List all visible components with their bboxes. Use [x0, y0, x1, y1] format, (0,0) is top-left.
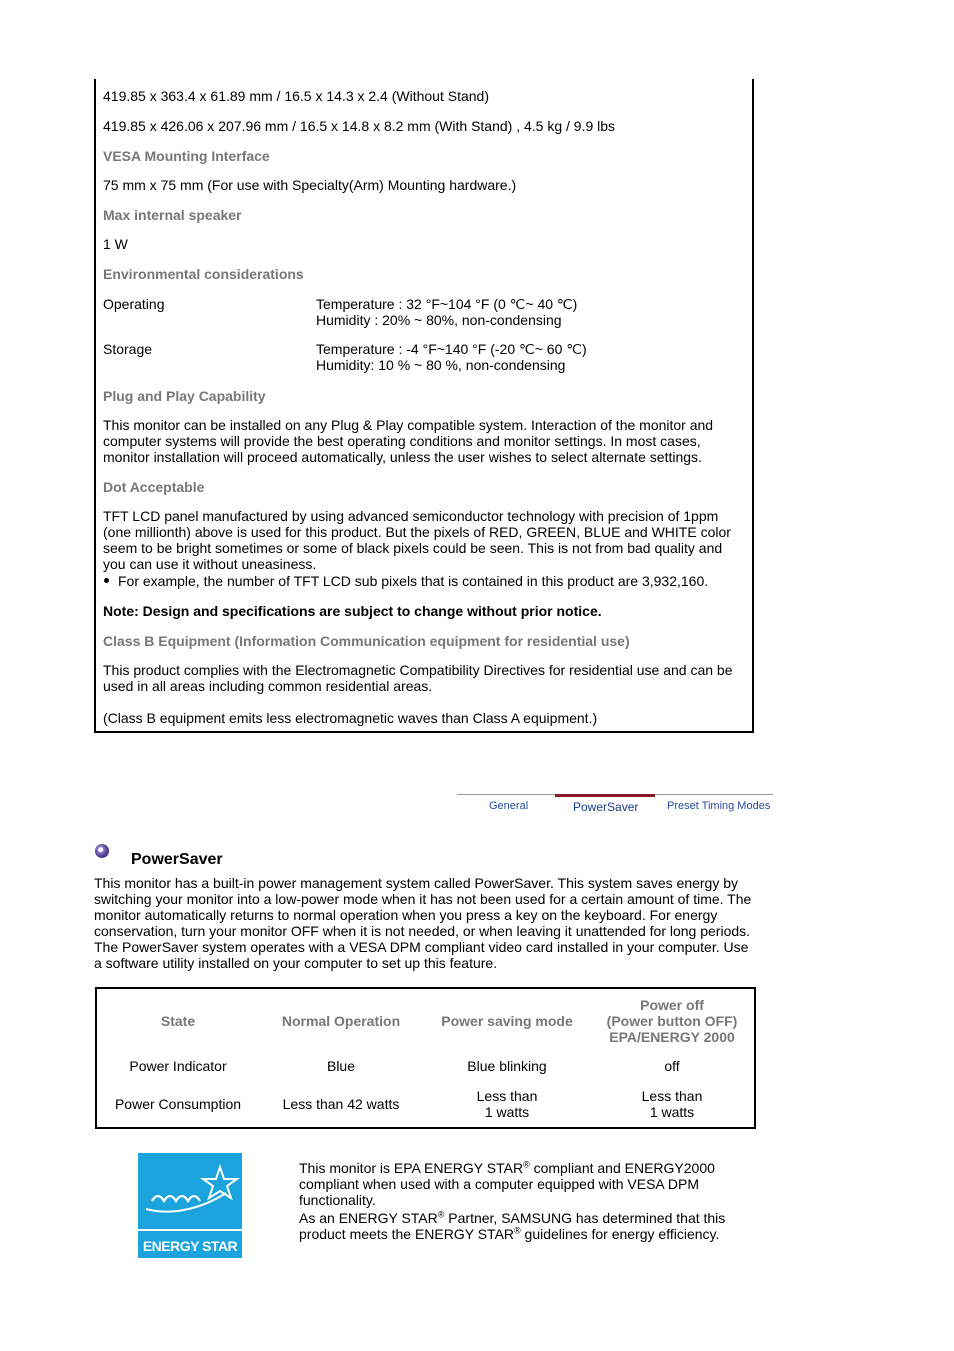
operating-label: Operating — [103, 296, 165, 312]
tab-preset-timing-modes[interactable]: Preset Timing Modes — [667, 800, 771, 812]
table-cell: 1 watts — [649, 1104, 695, 1120]
tab-line-general — [457, 794, 555, 795]
dimensions-without-stand: 419.85 x 363.4 x 61.89 mm / 16.5 x 14.3 x 2.4 (Without Stand) — [103, 88, 489, 104]
table-cell: Less than — [476, 1088, 538, 1104]
classb-value: This product complies with the Electromagnetic Compatibility Directives for residential use and can be used in all areas including common residential areas. — [103, 662, 733, 694]
operating-temperature: Temperature : 32 °F~104 °F (0 ℃~ 40 ℃) — [316, 296, 578, 312]
speaker-value: 1 W — [103, 236, 128, 252]
table-header-epa: EPA/ENERGY 2000 — [609, 1029, 735, 1045]
tab-general[interactable]: General — [489, 800, 529, 812]
registered-mark: ® — [514, 1225, 521, 1236]
energy-text-1a: This monitor is EPA ENERGY STAR — [299, 1160, 524, 1176]
table-header-normal: Normal Operation — [281, 1013, 401, 1029]
storage-humidity: Humidity: 10 % ~ 80 %, non-condensing — [316, 357, 566, 373]
table-cell: Power Consumption — [114, 1096, 242, 1112]
pnp-heading: Plug and Play Capability — [103, 388, 266, 404]
classb-note: (Class B equipment emits less electromagnetic waves than Class A equipment.) — [103, 710, 598, 726]
tab-bar — [457, 794, 773, 818]
table-cell: 1 watts — [484, 1104, 530, 1120]
vesa-heading: VESA Mounting Interface — [103, 148, 270, 164]
classb-heading: Class B Equipment (Information Communication equipment for residential use) — [103, 633, 630, 649]
table-header-poweroff: Power off — [640, 997, 704, 1013]
energy-star-icon — [138, 1153, 242, 1229]
energy-text-2b: Partner, SAMSUNG has determined that this product meets the ENERGY STAR — [299, 1210, 726, 1242]
energy-text-2c: guidelines for energy efficiency. — [520, 1226, 720, 1242]
energy-star-logo-text: ENERGY STAR — [142, 1238, 238, 1254]
bullet-icon — [104, 578, 109, 583]
table-cell: off — [664, 1058, 680, 1074]
vesa-value: 75 mm x 75 mm (For use with Specialty(Arm) Mounting hardware.) — [103, 177, 517, 193]
storage-temperature: Temperature : -4 °F~140 °F (-20 ℃~ 60 ℃) — [316, 341, 587, 357]
energy-star-logo — [138, 1153, 242, 1258]
env-heading: Environmental considerations — [103, 266, 304, 282]
speaker-heading: Max internal speaker — [103, 207, 242, 223]
tab-powersaver[interactable]: PowerSaver — [573, 800, 639, 814]
dot-heading: Dot Acceptable — [103, 479, 205, 495]
dot-bullet-text: For example, the number of TFT LCD sub pixels that is contained in this product are 3,932,160. — [118, 573, 709, 589]
energy-text-2a: As an ENERGY STAR — [299, 1210, 438, 1226]
storage-label: Storage — [103, 341, 153, 357]
operating-humidity: Humidity : 20% ~ 80%, non-condensing — [316, 312, 562, 328]
table-cell: Blue blinking — [467, 1058, 547, 1074]
powersaver-title: PowerSaver — [131, 851, 223, 868]
table-cell: Power Indicator — [129, 1058, 227, 1074]
powersaver-description: This monitor has a built-in power management system called PowerSaver. This system saves energy by switching your monitor into a low-power mode when it has not been used for a certain amount of time. The monitor automatically returns to normal operation when you press a key on the keyboard. For energy conservation, turn your monitor OFF when it is not needed, or when leaving it unattended for long periods. The PowerSaver system operates with a VESA DPM compliant video card installed in your computer. Use a software utility installed on your computer to set up this feature. — [94, 875, 752, 971]
table-header-state: State — [160, 1013, 196, 1029]
registered-mark: ® — [523, 1159, 530, 1170]
table-cell: Less than — [641, 1088, 703, 1104]
energy-text-1b: compliant and ENERGY2000 compliant when used with a computer equipped with VESA DPM functionality. — [299, 1160, 715, 1208]
registered-mark: ® — [437, 1209, 445, 1220]
table-cell: Less than 42 watts — [282, 1096, 400, 1112]
table-header-poweroff-sub: (Power button OFF) — [606, 1013, 738, 1029]
bullet-orb-icon — [95, 844, 109, 858]
spec-note: Note: Design and specifications are subject to change without prior notice. — [103, 603, 602, 619]
pnp-value: This monitor can be installed on any Plug & Play compatible system. Interaction of the monitor and computer systems will provide the best operating conditions and monitor settings. In most cases, monitor installation will proceed automatically, unless the user wishes to select alternate settings. — [103, 417, 714, 465]
dimensions-with-stand: 419.85 x 426.06 x 207.96 mm / 16.5 x 14.8 x 8.2 mm (With Stand) , 4.5 kg / 9.9 lbs — [103, 118, 616, 134]
energy-star-description — [299, 1160, 759, 1242]
tab-line-preset — [655, 794, 773, 795]
table-header-saving: Power saving mode — [441, 1013, 573, 1029]
table-cell: Blue — [326, 1058, 356, 1074]
tab-active-indicator — [555, 794, 655, 797]
dot-value: TFT LCD panel manufactured by using advanced semiconductor technology with precision of 1ppm (one millionth) above is used for this product. But the pixels of RED, GREEN, BLUE and WHITE color seem to be bright sometimes or some of black pixels could be seen. This is not from bad quality and you can use it without uneasiness. — [103, 508, 731, 572]
logo-band — [138, 1229, 242, 1231]
